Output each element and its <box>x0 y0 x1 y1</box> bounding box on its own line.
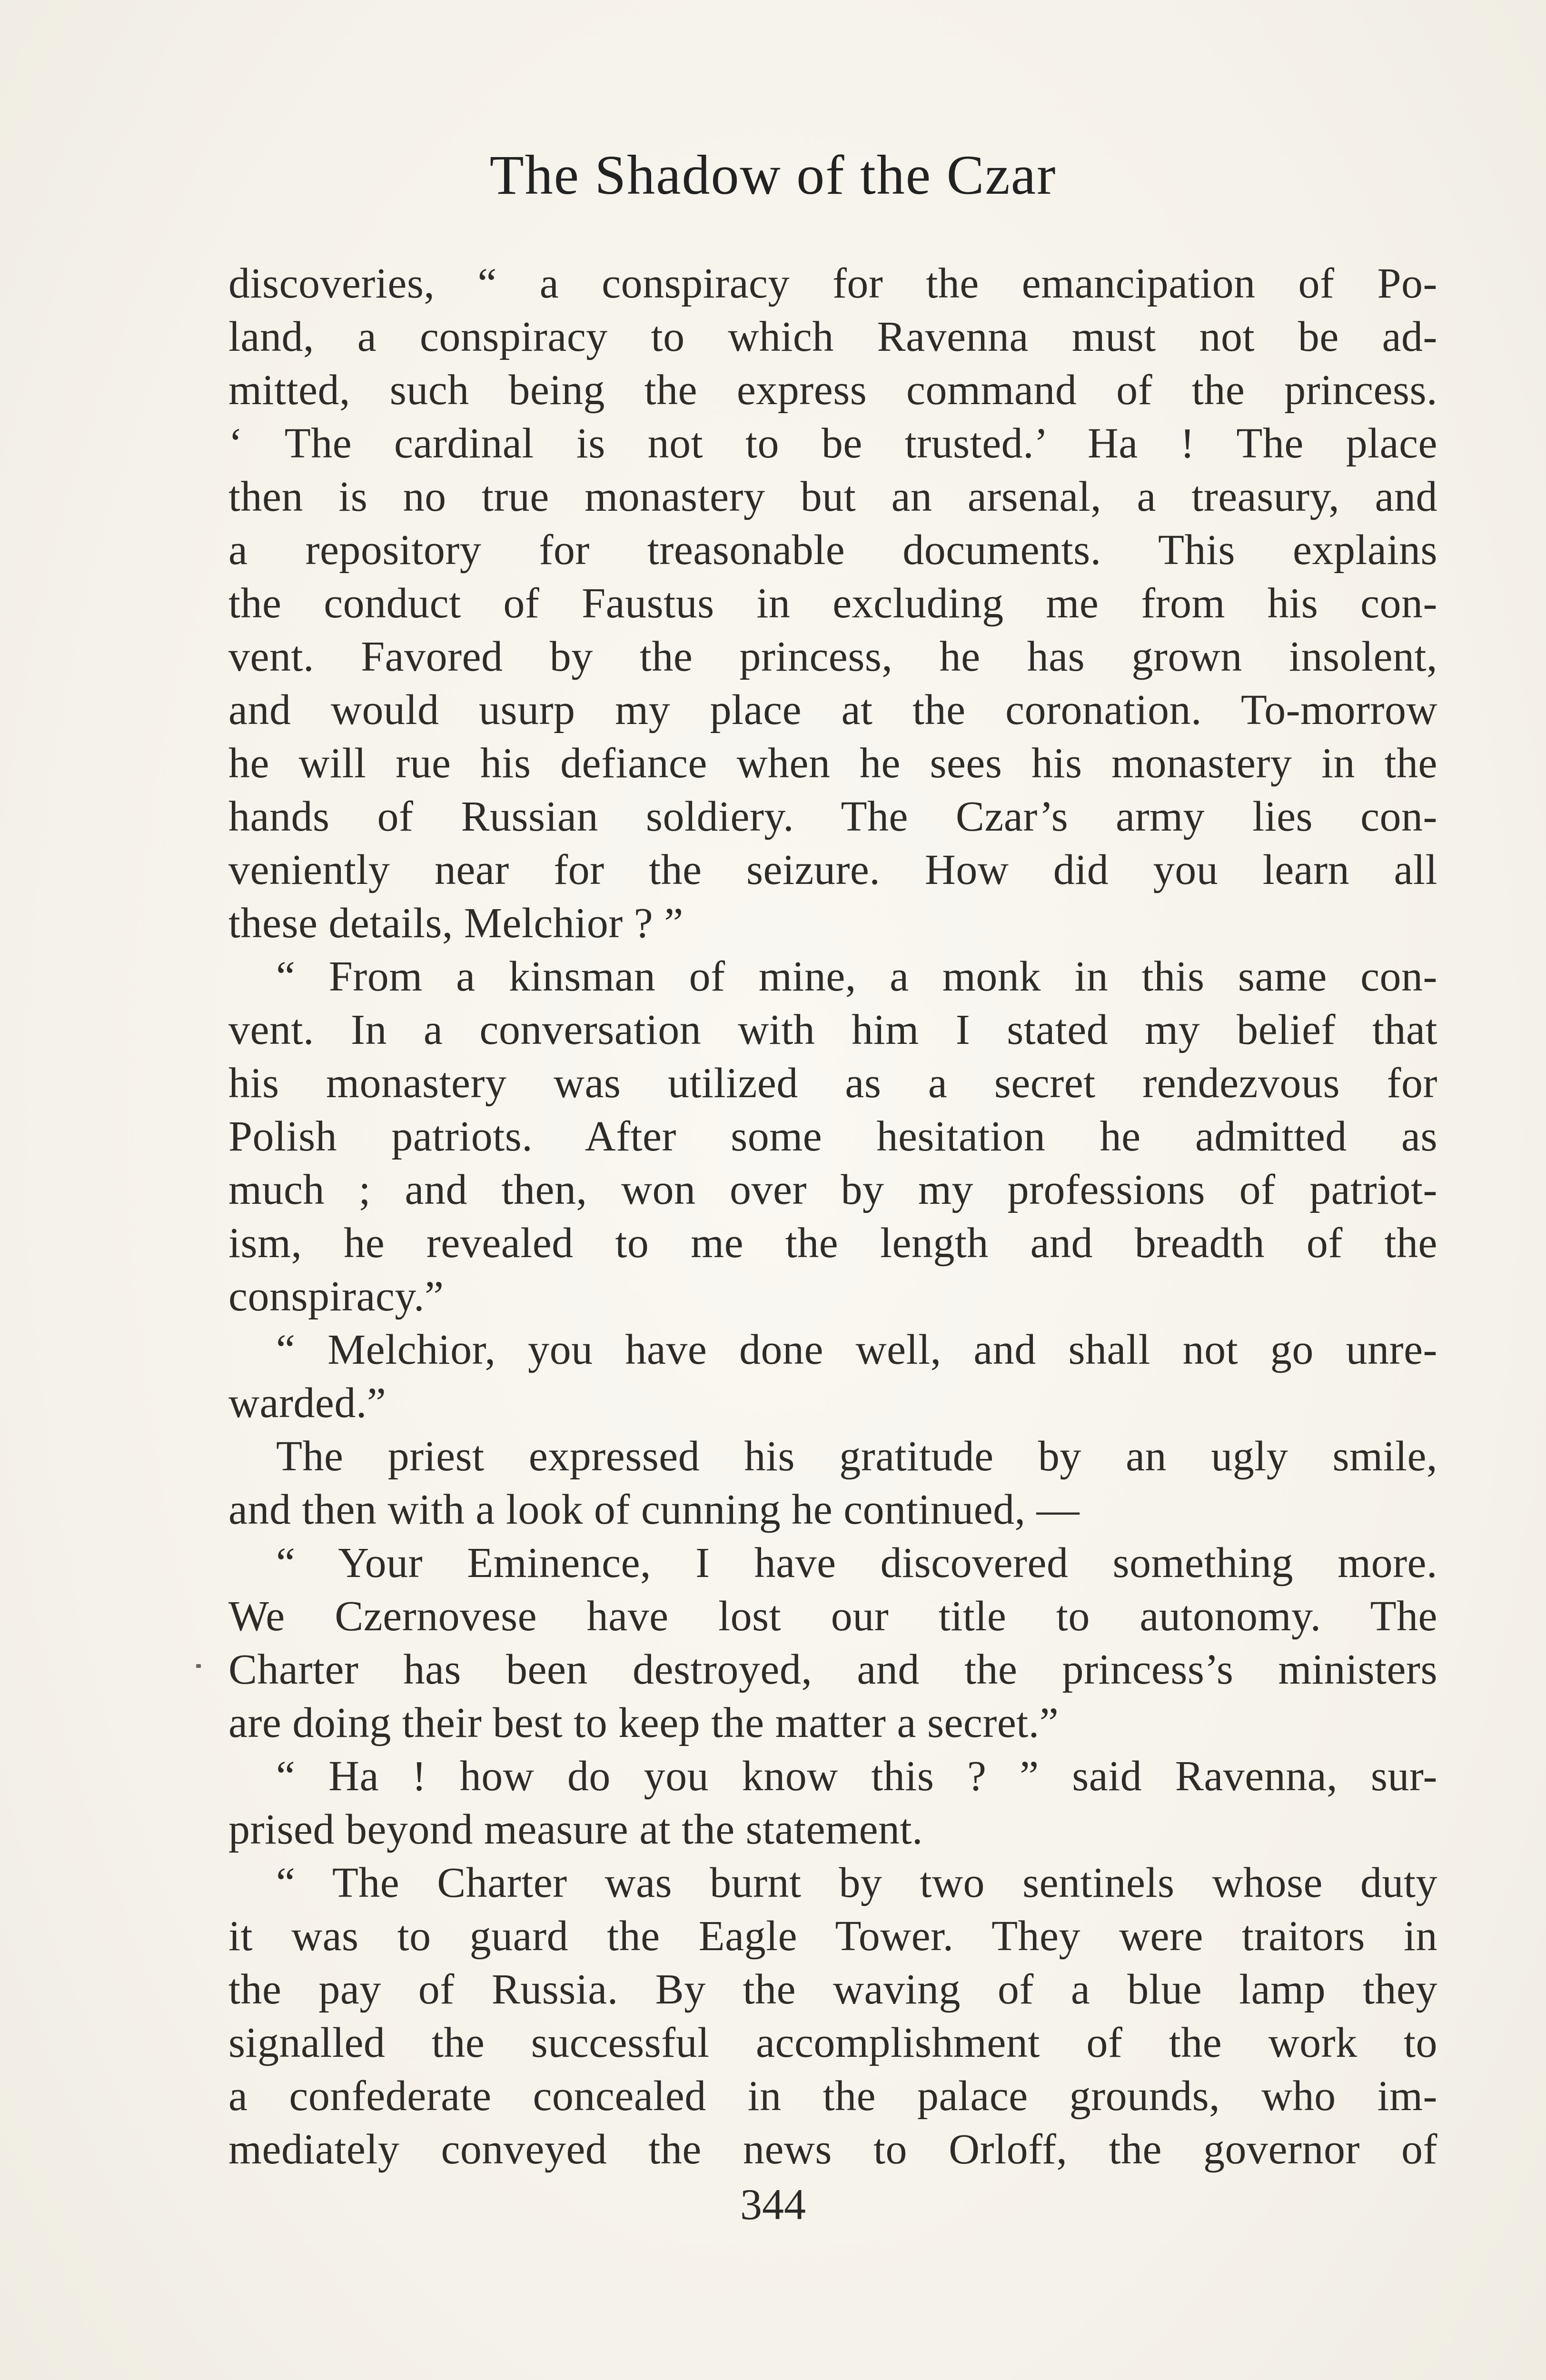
text-line: vent. Favored by the princess, he has grown insolent, <box>228 633 1437 680</box>
text-line: “ Melchior, you have done well, and shall not go unre- <box>276 1326 1437 1373</box>
text-line: the pay of Russia. By the waving of a blue lamp they <box>228 1966 1437 2013</box>
text-line: discoveries, “ a conspiracy for the emancipation of Po- <box>228 260 1437 307</box>
text-line: land, a conspiracy to which Ravenna must not be ad- <box>228 313 1437 360</box>
page-number: 344 <box>740 2180 806 2229</box>
text-line: it was to guard the Eagle Tower. They were traitors in <box>228 1913 1437 1960</box>
text-line: a confederate concealed in the palace grounds, who im- <box>228 2073 1437 2120</box>
text-line: veniently near for the seizure. How did you learn all <box>228 846 1437 893</box>
body-text <box>228 257 1437 2176</box>
text-line: prised beyond measure at the statement. <box>228 1806 923 1853</box>
text-line: vent. In a conversation with him I stated my belief that <box>228 1006 1437 1053</box>
text-line: and would usurp my place at the coronation. To-morrow <box>228 686 1437 734</box>
text-line: then is no true monastery but an arsenal, a treasury, and <box>228 473 1437 520</box>
text-line: We Czernovese have lost our title to autonomy. The <box>228 1593 1437 1640</box>
text-line: a repository for treasonable documents. This explains <box>228 526 1437 574</box>
text-line: The priest expressed his gratitude by an ugly smile, <box>276 1433 1437 1480</box>
margin-speck <box>196 1664 201 1668</box>
text-line: much ; and then, won over by my professions of patriot- <box>228 1166 1437 1213</box>
text-line: signalled the successful accomplishment of the work to <box>228 2019 1437 2066</box>
text-line: and then with a look of cunning he continued, — <box>228 1486 1080 1533</box>
text-line: the conduct of Faustus in excluding me from his con- <box>228 580 1437 627</box>
text-line: “ From a kinsman of mine, a monk in this same con- <box>276 953 1437 1000</box>
text-line: are doing their best to keep the matter a secret.” <box>228 1699 1059 1746</box>
text-line: his monastery was utilized as a secret rendezvous for <box>228 1060 1437 1107</box>
text-line: “ Your Eminence, I have discovered something more. <box>276 1539 1437 1587</box>
text-line: warded.” <box>228 1379 386 1427</box>
text-line: “ Ha ! how do you know this ? ” said Ravenna, sur- <box>276 1753 1437 1800</box>
text-line: conspiracy.” <box>228 1273 444 1320</box>
text-line: “ The Charter was burnt by two sentinels whose duty <box>276 1859 1437 1906</box>
running-head: The Shadow of the Czar <box>489 144 1057 206</box>
text-line: mitted, such being the express command of the princess. <box>228 367 1437 414</box>
text-line: mediately conveyed the news to Orloff, the governor of <box>228 2126 1437 2173</box>
text-line: Charter has been destroyed, and the princess’s ministers <box>228 1646 1437 1693</box>
text-line: hands of Russian soldiery. The Czar’s army lies con- <box>228 793 1437 840</box>
text-line: Polish patriots. After some hesitation he admitted as <box>228 1113 1437 1160</box>
text-line: he will rue his defiance when he sees his monastery in the <box>228 740 1437 787</box>
text-line: these details, Melchior ? ” <box>228 900 684 947</box>
text-line: ‘ The cardinal is not to be trusted.’ Ha ! The place <box>228 420 1437 467</box>
text-line: ism, he revealed to me the length and breadth of the <box>228 1220 1437 1267</box>
